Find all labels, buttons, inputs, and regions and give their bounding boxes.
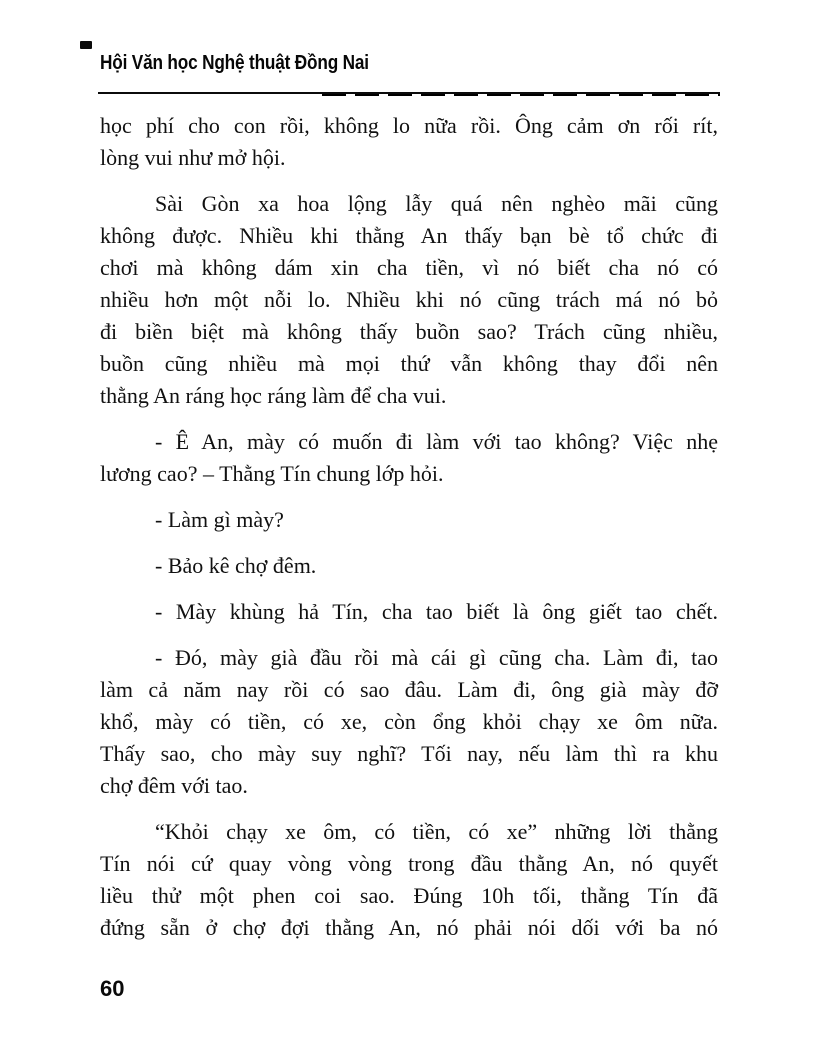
paragraph: [100, 504, 718, 536]
text-line: lương cao? – Thằng Tín chung lớp hỏi.: [100, 461, 444, 486]
header-rule: [98, 91, 720, 96]
scan-artifact: [80, 41, 92, 49]
text-line: - Mày khùng hả Tín, cha tao biết là ông giết tao chết.: [155, 599, 718, 624]
paragraph: [100, 550, 718, 582]
text-line: chơi mà không dám xin cha tiền, vì nó biết cha nó có: [100, 255, 718, 280]
text-line: đứng sẵn ở chợ đợi thằng An, nó phải nói dối với ba nó: [100, 915, 718, 940]
text-line: - Bảo kê chợ đêm.: [155, 553, 317, 578]
paragraph: [100, 110, 718, 174]
paragraph: [100, 426, 718, 490]
text-line: - Ê An, mày có muốn đi làm với tao không? Việc nhẹ: [155, 429, 718, 454]
text-line: “Khỏi chạy xe ôm, có tiền, có xe” những lời thằng: [155, 819, 718, 844]
text-line: khổ, mày có tiền, có xe, còn ổng khỏi chạy xe ôm nữa.: [100, 709, 718, 734]
text-line: buồn cũng nhiều mà mọi thứ vẫn không thay đổi nên: [100, 351, 718, 376]
text-line: - Làm gì mày?: [155, 507, 284, 532]
paragraph: [100, 596, 718, 628]
text-line: đi biền biệt mà không thấy buồn sao? Trách cũng nhiều,: [100, 319, 718, 344]
page-number: 60: [100, 976, 125, 1001]
text-line: - Đó, mày già đầu rồi mà cái gì cũng cha. Làm đi, tao: [155, 645, 718, 670]
text-line: học phí cho con rồi, không lo nữa rồi. Ông cảm ơn rối rít,: [100, 113, 718, 138]
text-line: Sài Gòn xa hoa lộng lẫy quá nên nghèo mãi cũng: [155, 191, 718, 216]
text-line: Tín nói cứ quay vòng vòng trong đầu thằng An, nó quyết: [100, 851, 718, 876]
body-text: [100, 110, 718, 958]
paragraph: [100, 188, 718, 412]
text-line: liều thử một phen coi sao. Đúng 10h tối, thằng Tín đã: [100, 883, 718, 908]
header-rule-dashes: [322, 94, 720, 96]
text-line: chợ đêm với tao.: [100, 773, 248, 798]
paragraph: [100, 816, 718, 944]
text-line: không được. Nhiều khi thằng An thấy bạn bè tổ chức đi: [100, 223, 718, 248]
text-line: nhiều hơn một nỗi lo. Nhiều khi nó cũng trách má nó bỏ: [100, 287, 718, 312]
paragraph: [100, 642, 718, 802]
text-line: thằng An ráng học ráng làm để cha vui.: [100, 383, 447, 408]
text-line: làm cả năm nay rồi có sao đâu. Làm đi, ông già mày đỡ: [100, 677, 718, 702]
text-line: lòng vui như mở hội.: [100, 145, 286, 170]
text-line: Thấy sao, cho mày suy nghĩ? Tối nay, nếu làm thì ra khu: [100, 741, 718, 766]
running-header: Hội Văn học Nghệ thuật Đồng Nai: [100, 52, 369, 74]
